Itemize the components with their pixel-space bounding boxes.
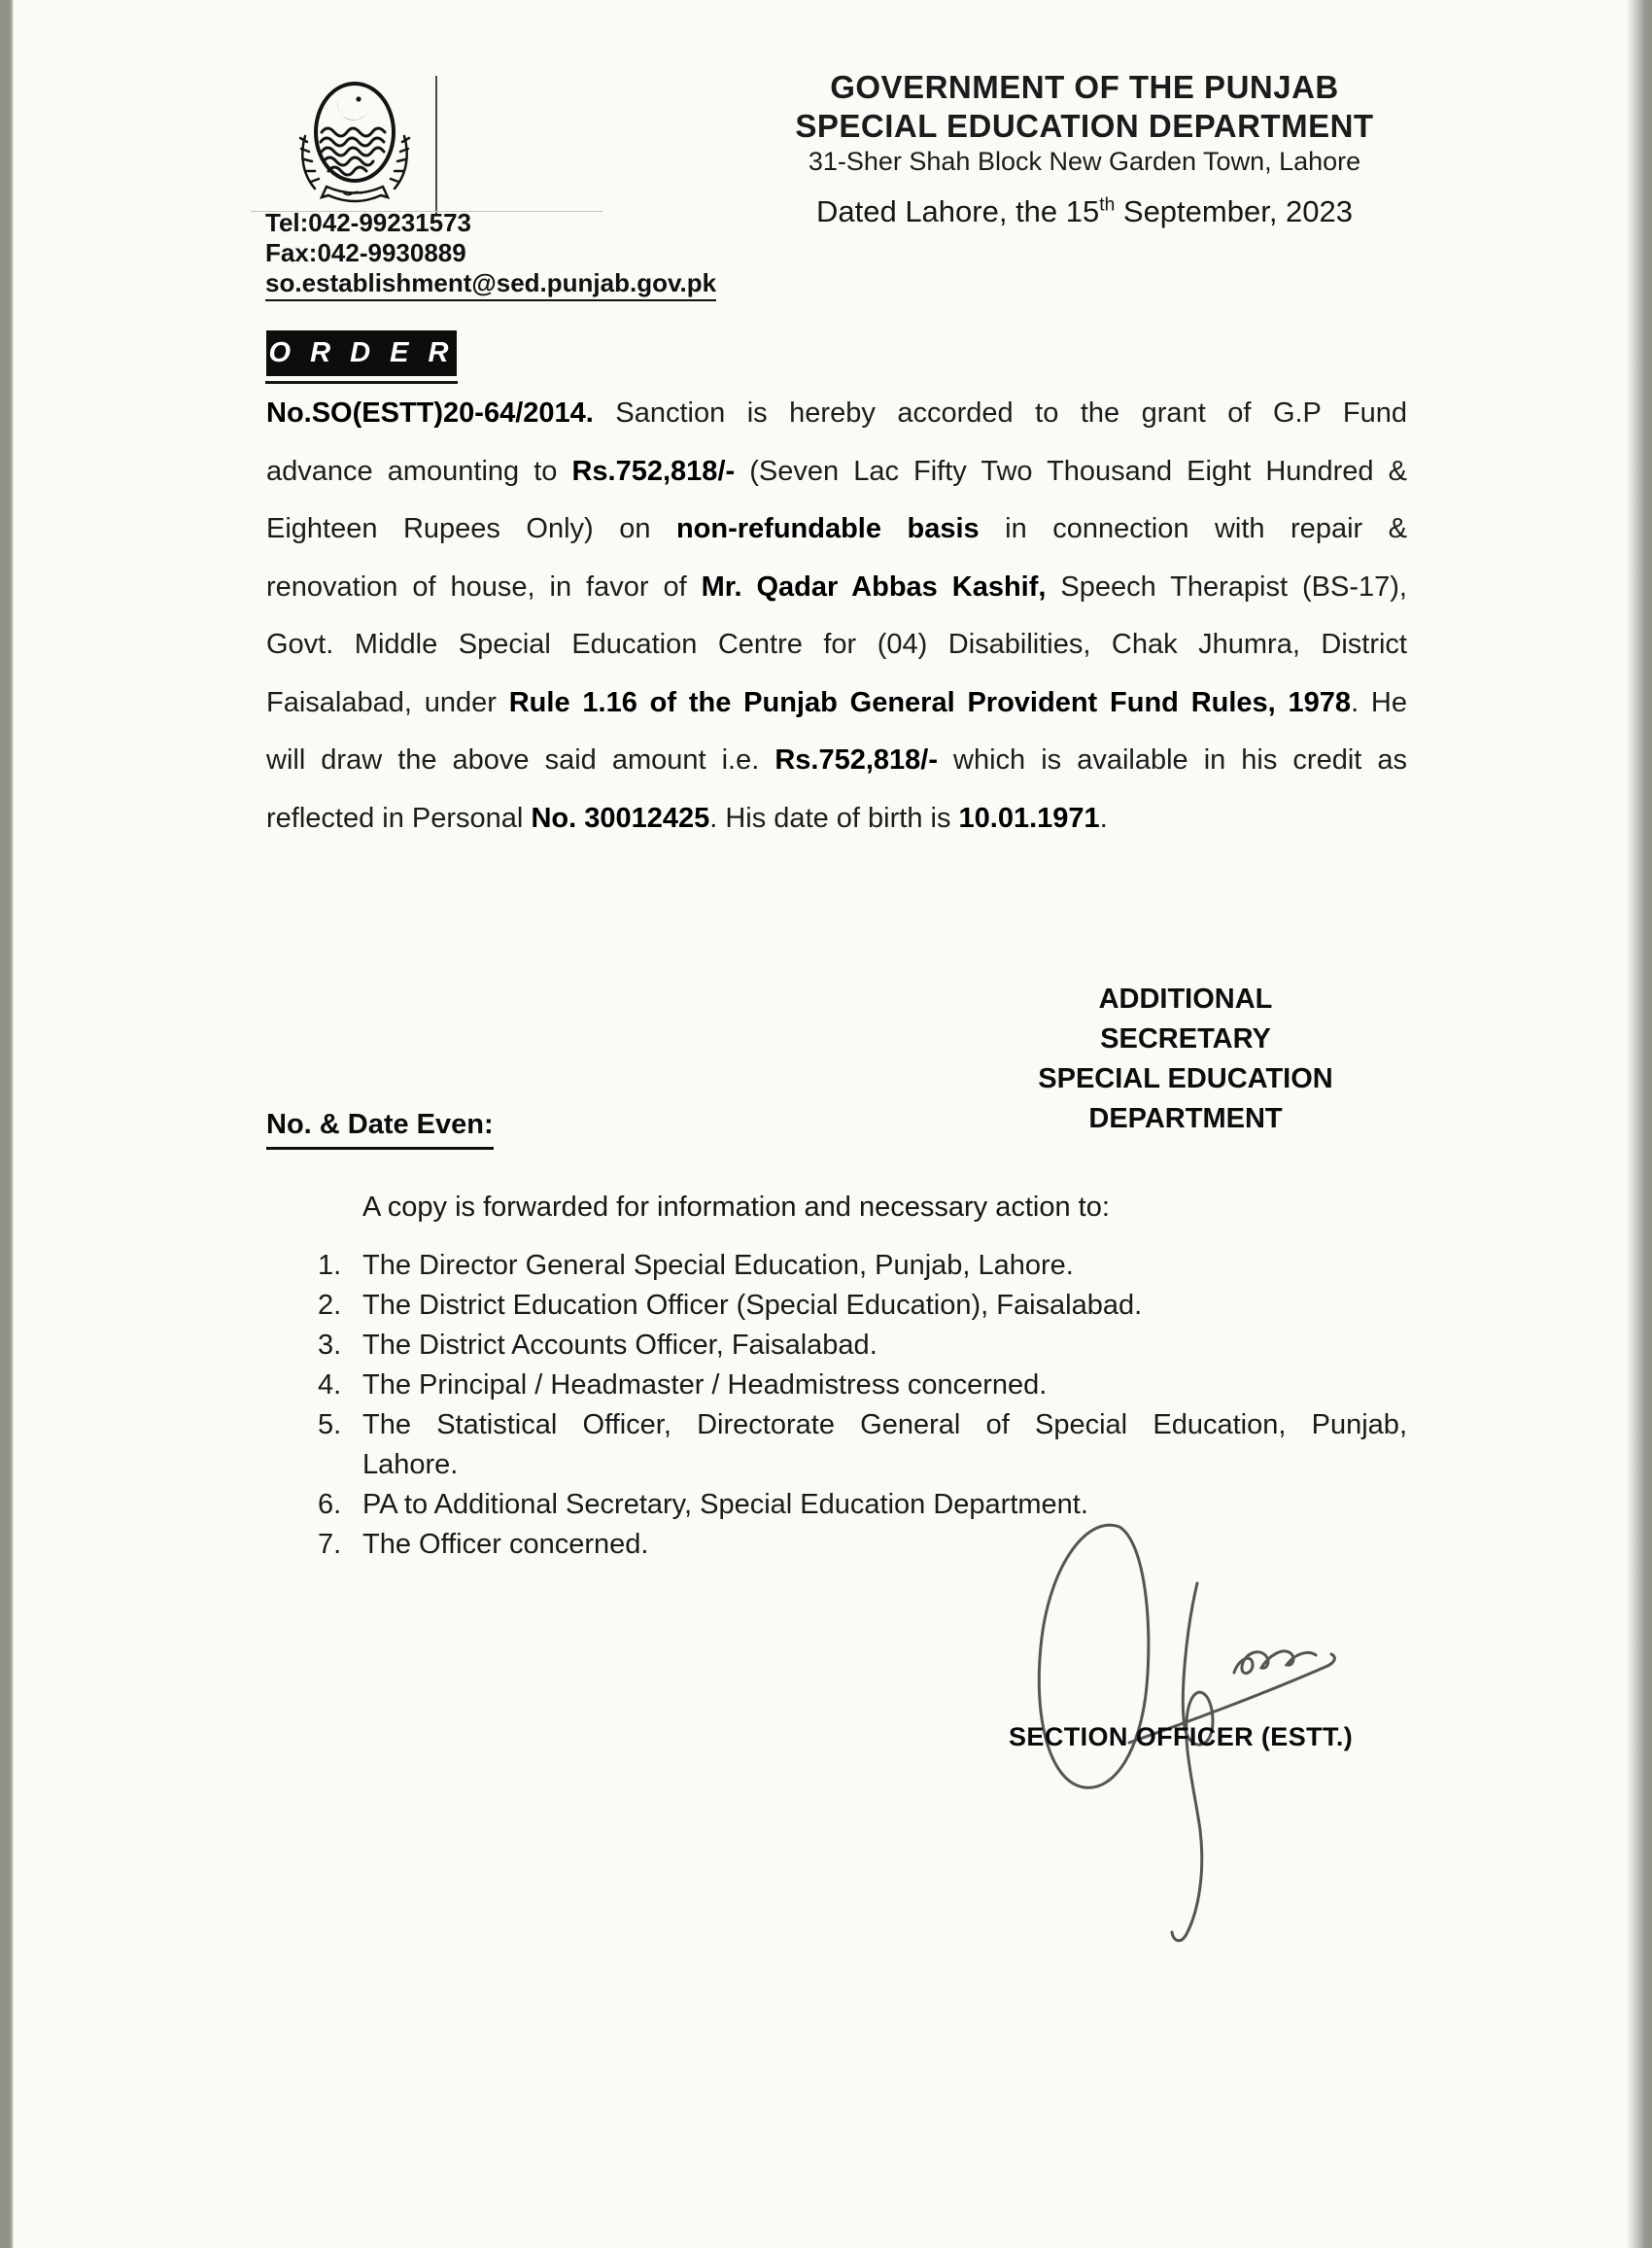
item-text: The Statistical Officer, Directorate General of Special Education, Punjab, xyxy=(362,1409,1407,1440)
scan-edge-right xyxy=(1626,0,1652,2248)
punjab-government-crest-logo xyxy=(293,74,416,212)
signatory-line: ADDITIONAL SECRETARY xyxy=(1098,984,1273,1055)
cc-list-item xyxy=(318,1326,1407,1366)
item-number: 3. xyxy=(318,1330,342,1361)
order-body-line: No.SO(ESTT)20-64/2014. Sanction is hereby accorded to the grant of G.P Fund xyxy=(266,398,1407,429)
item-number: 2. xyxy=(318,1290,342,1321)
river-waves-icon xyxy=(321,128,385,175)
order-heading: O R D E R xyxy=(266,330,457,376)
signature-title: SECTION OFFICER (ESTT.) xyxy=(1009,1722,1354,1751)
banner-ribbon-icon xyxy=(322,187,388,201)
department-heading xyxy=(754,68,1415,178)
signatory-designation-block xyxy=(1011,980,1360,1139)
order-body-line: Faisalabad, under Rule 1.16 of the Punjab General Provident Fund Rules, 1978. He xyxy=(266,686,1408,718)
scan-edge-left xyxy=(0,0,14,2248)
government-title: GOVERNMENT OF THE PUNJAB xyxy=(830,69,1339,105)
item-number: 4. xyxy=(318,1369,342,1401)
reference-label: No. & Date Even: xyxy=(266,1105,494,1150)
order-body-line: Govt. Middle Special Education Centre for (04) Disabilities, Chak Jhumra, District xyxy=(266,629,1407,660)
item-text: The Officer concerned. xyxy=(362,1529,649,1560)
item-text: PA to Additional Secretary, Special Education Department. xyxy=(362,1489,1088,1520)
cc-list-item xyxy=(318,1405,1407,1485)
telephone-number: Tel:042-99231573 xyxy=(265,208,472,237)
order-body-line: advance amounting to Rs.752,818/- (Seven Lac Fifty Two Thousand Eight Hundred & xyxy=(266,455,1407,487)
crescent-star-icon xyxy=(338,96,367,120)
cc-list-item xyxy=(318,1246,1407,1286)
order-body-line: renovation of house, in favor of Mr. Qadar Abbas Kashif, Speech Therapist (BS-17), xyxy=(266,571,1407,603)
cc-list-item xyxy=(318,1366,1407,1405)
department-title: SPECIAL EDUCATION DEPARTMENT xyxy=(795,108,1374,144)
item-number: 6. xyxy=(318,1489,342,1520)
order-heading-underline xyxy=(265,381,458,384)
order-body-line: will draw the above said amount i.e. Rs.752,818/- which is available in his credit as xyxy=(266,744,1407,776)
item-text: The District Accounts Officer, Faisalabad. xyxy=(362,1330,878,1361)
order-body-paragraph xyxy=(266,385,1407,847)
signatory-line: SPECIAL EDUCATION xyxy=(1038,1063,1333,1094)
department-address: 31-Sher Shah Block New Garden Town, Lahore xyxy=(808,147,1361,176)
cc-list-item xyxy=(318,1286,1407,1326)
date-line: Dated Lahore, the 15th September, 2023 xyxy=(815,194,1354,228)
item-number: 5. xyxy=(318,1409,342,1440)
item-text: The District Education Officer (Special Education), Faisalabad. xyxy=(362,1290,1143,1321)
order-body-line: Eighteen Rupees Only) on non-refundable basis in connection with repair & xyxy=(266,513,1408,544)
order-body-line: reflected in Personal No. 30012425. His date of birth is 10.01.1971. xyxy=(266,802,1108,834)
item-text: Lahore. xyxy=(362,1449,459,1480)
fax-number: Fax:042-9930889 xyxy=(265,238,466,267)
item-text: The Director General Special Education, Punjab, Lahore. xyxy=(362,1250,1074,1281)
signatory-line: DEPARTMENT xyxy=(1088,1103,1283,1134)
item-text: The Principal / Headmaster / Headmistress concerned. xyxy=(362,1369,1048,1401)
forwarding-intro: A copy is forwarded for information and necessary action to: xyxy=(362,1192,1110,1223)
item-number: 7. xyxy=(318,1529,342,1560)
contact-block xyxy=(265,208,716,301)
email-address: so.establishment@sed.punjab.gov.pk xyxy=(265,268,716,301)
letterhead-divider-line xyxy=(435,76,437,216)
item-number: 1. xyxy=(318,1250,342,1281)
